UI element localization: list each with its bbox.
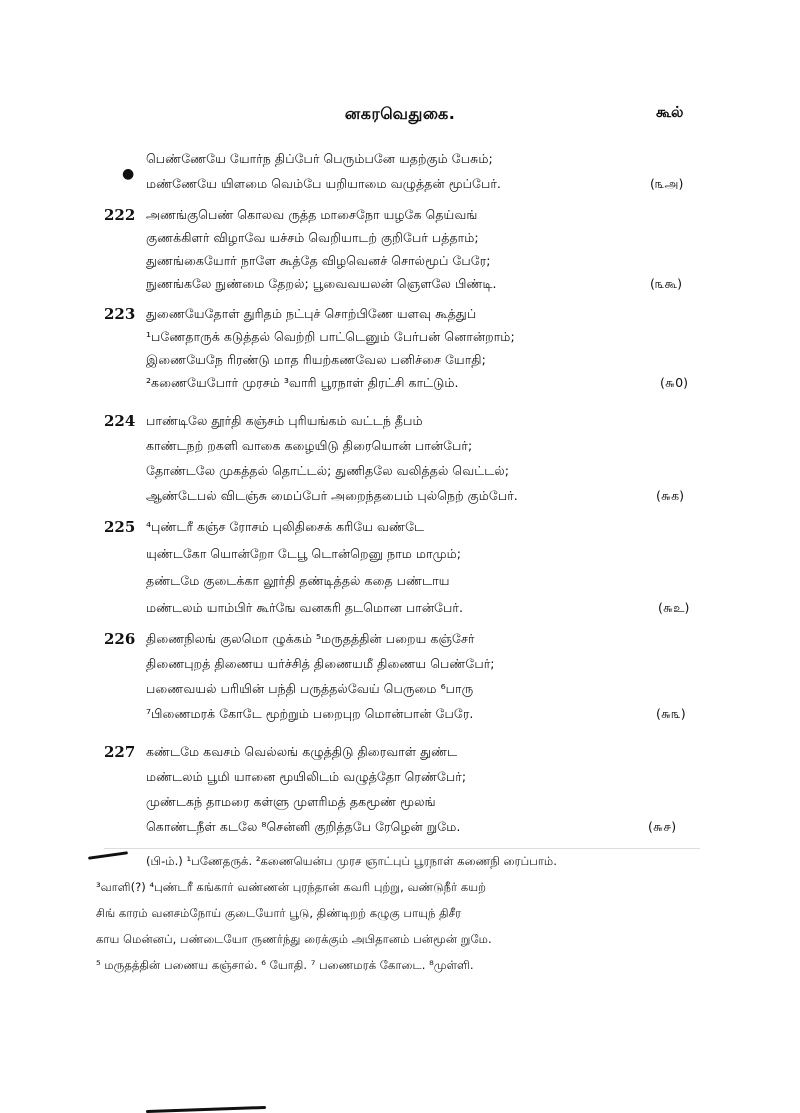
verse-line: இணையேநே ரிரண்டு மாத ரியற்கணவேல பனிச்சை யோதி; xyxy=(146,352,486,367)
verse-line: ஆண்டேபல் விடஞ்சு மைப்பேர் அறைந்தபைம் புல்நெற் கும்பேர். xyxy=(146,488,518,503)
verse-line: நுணங்கலே நுண்மை தேறல்; பூவைவயலன் ஞெளலே பிண்டி. xyxy=(146,276,497,291)
verse-end-label: (௬உ) xyxy=(658,600,690,615)
verse-line: முண்டகந் தாமரை கள்ளு முளரிமத் தகமூண் மூலங் xyxy=(146,794,436,809)
verse-line: யுண்டகோ யொன்றோ டேபூ டொன்றெனு நாம மாமும்; xyxy=(146,546,462,561)
footnote-line: சிங் காரம் வனசம்நோய் குடையோர் பூடு, திண்டிறற் கழுகு பாயுந் திசீர xyxy=(96,906,462,920)
verse-line: திணைபுறத் திணைய யர்ச்சித் திணையமீ திணைய பெண்பேர்; xyxy=(146,656,495,671)
verse-line: குணக்கிளர் விழாவே யச்சம் வெறியாடற் குறிபேர் பத்தாம்; xyxy=(146,230,479,245)
ink-underline xyxy=(146,1106,266,1113)
verse-number: 223 xyxy=(104,305,136,323)
verse-number: 227 xyxy=(104,743,136,761)
verse-line: பெண்ணேயே யோர்ந திப்பேர் பெரும்பனே யதற்கும் பேசும்; xyxy=(146,151,493,166)
verse-number: 222 xyxy=(104,206,136,224)
verse-line: மண்டலம் யாம்பிர் கூர்ஙே வனகரி தடமொன பான்பேர். xyxy=(146,600,463,615)
verse-line: மண்ணேயே யிளமை வெம்பே யறியாமை வழுத்தன் மூப்பேர். xyxy=(146,176,501,191)
footnote-line: ³வாளி(?) ⁴புண்டரீ கங்கார் வண்ணன் புரந்தான் கவரி புற்று, வண்டுநீர் கயற் xyxy=(96,880,487,894)
verse-end-label: (௬௩) xyxy=(656,706,686,721)
verse-end-label: (௬க) xyxy=(656,488,685,503)
verse-line: மண்டலம் பூமி யானை மூயிலிடம் வழுத்தோ ரெண்பேர்; xyxy=(146,769,467,784)
footnote-line: (பி-ம்.) ¹பணேதருக். ²கணையென்ப முரச ஞாட்புப் பூரநாள் கணைநி ரைப்பாம். xyxy=(146,854,557,868)
verse-end-label: (௬௪) xyxy=(648,819,677,834)
page-number: கூல் xyxy=(656,103,684,121)
verse-line: கொண்டநீள் கடலே ⁸சென்னி குறித்தபே ரேழென் றுமே. xyxy=(146,819,461,834)
verse-end-label: (௩கூ) xyxy=(650,276,683,291)
footnote-line: காய மென்னப், பண்டையோ ருணர்ந்து ரைக்கும் அபிதானம் பன்மூன் றுமே. xyxy=(96,932,492,946)
verse-line: தண்டமே குடைக்கா லூர்தி தண்டித்தல் கதை பண்டாய xyxy=(146,573,450,588)
verse-line: பணைவயல் பரியின் பந்தி பருத்தல்வேய் பெருமை ⁶பாரு xyxy=(146,681,474,696)
verse-line: ¹பணேதாருக் கடுத்தல் வெற்றி பாட்டெனும் பேர்பன் னொன்றாம்; xyxy=(146,329,515,344)
verse-number: 224 xyxy=(104,412,136,430)
verse-line: தோண்டலே முகத்தல் தொட்டல்; துணிதலே வலித்தல் வெட்டல்; xyxy=(146,463,509,478)
section-divider xyxy=(104,848,700,849)
verse-end-label: (௩அ) xyxy=(650,176,684,191)
verse-number: 226 xyxy=(104,630,136,648)
verse-line: திணைநிலங் குலமொ ழுக்கம் ⁵மருதத்தின் பறைய கஞ்சேர் xyxy=(146,631,475,646)
verse-line: கண்டமே கவசம் வெல்லங் கழுத்திடு திரைவாள் துண்ட xyxy=(146,744,458,759)
footnote-line: ⁵ மருதத்தின் பணைய கஞ்சால். ⁶ யோதி. ⁷ பணைமரக் கோடை. ⁸முள்ளி. xyxy=(96,958,474,972)
ink-dash-mark xyxy=(88,851,128,860)
verse-line: துணங்கையோர் நாளே கூத்தே விழவெனச் சொல்மூப் பேரே; xyxy=(146,253,491,268)
verse-line: ⁷பிணைமரக் கோடே மூற்றும் பறைபுற மொன்பான் பேரே. xyxy=(146,706,474,721)
verse-line: அணங்குபெண் கொலவ ருத்த மாசைநோ யழகே தெய்வங் xyxy=(146,207,478,222)
verse-line: துணையேதோள் துரிதம் நட்புச் சொற்பிணே யளவு கூத்துப் xyxy=(146,306,477,321)
verse-line: பாண்டிலே தூர்தி கஞ்சம் புரியங்கம் வட்டந் தீபம் xyxy=(146,413,423,428)
bullet-mark: ● xyxy=(122,166,135,182)
verse-line: ⁴புண்டரீ கஞ்ச ரோசம் புலிதிசைக் கரியே வண்டே xyxy=(146,519,425,534)
verse-line: காண்டநற் றகளி வாகை கழையிடு திரையொன் பான்பேர்; xyxy=(146,438,473,453)
verse-end-label: (௬0) xyxy=(660,375,689,390)
page-header-title: னகரவெதுகை. xyxy=(344,104,456,123)
verse-line: ²கணையேபோர் முரசம் ³வாரி பூரநாள் திரட்சி காட்டும். xyxy=(146,375,459,390)
verse-number: 225 xyxy=(104,518,136,536)
